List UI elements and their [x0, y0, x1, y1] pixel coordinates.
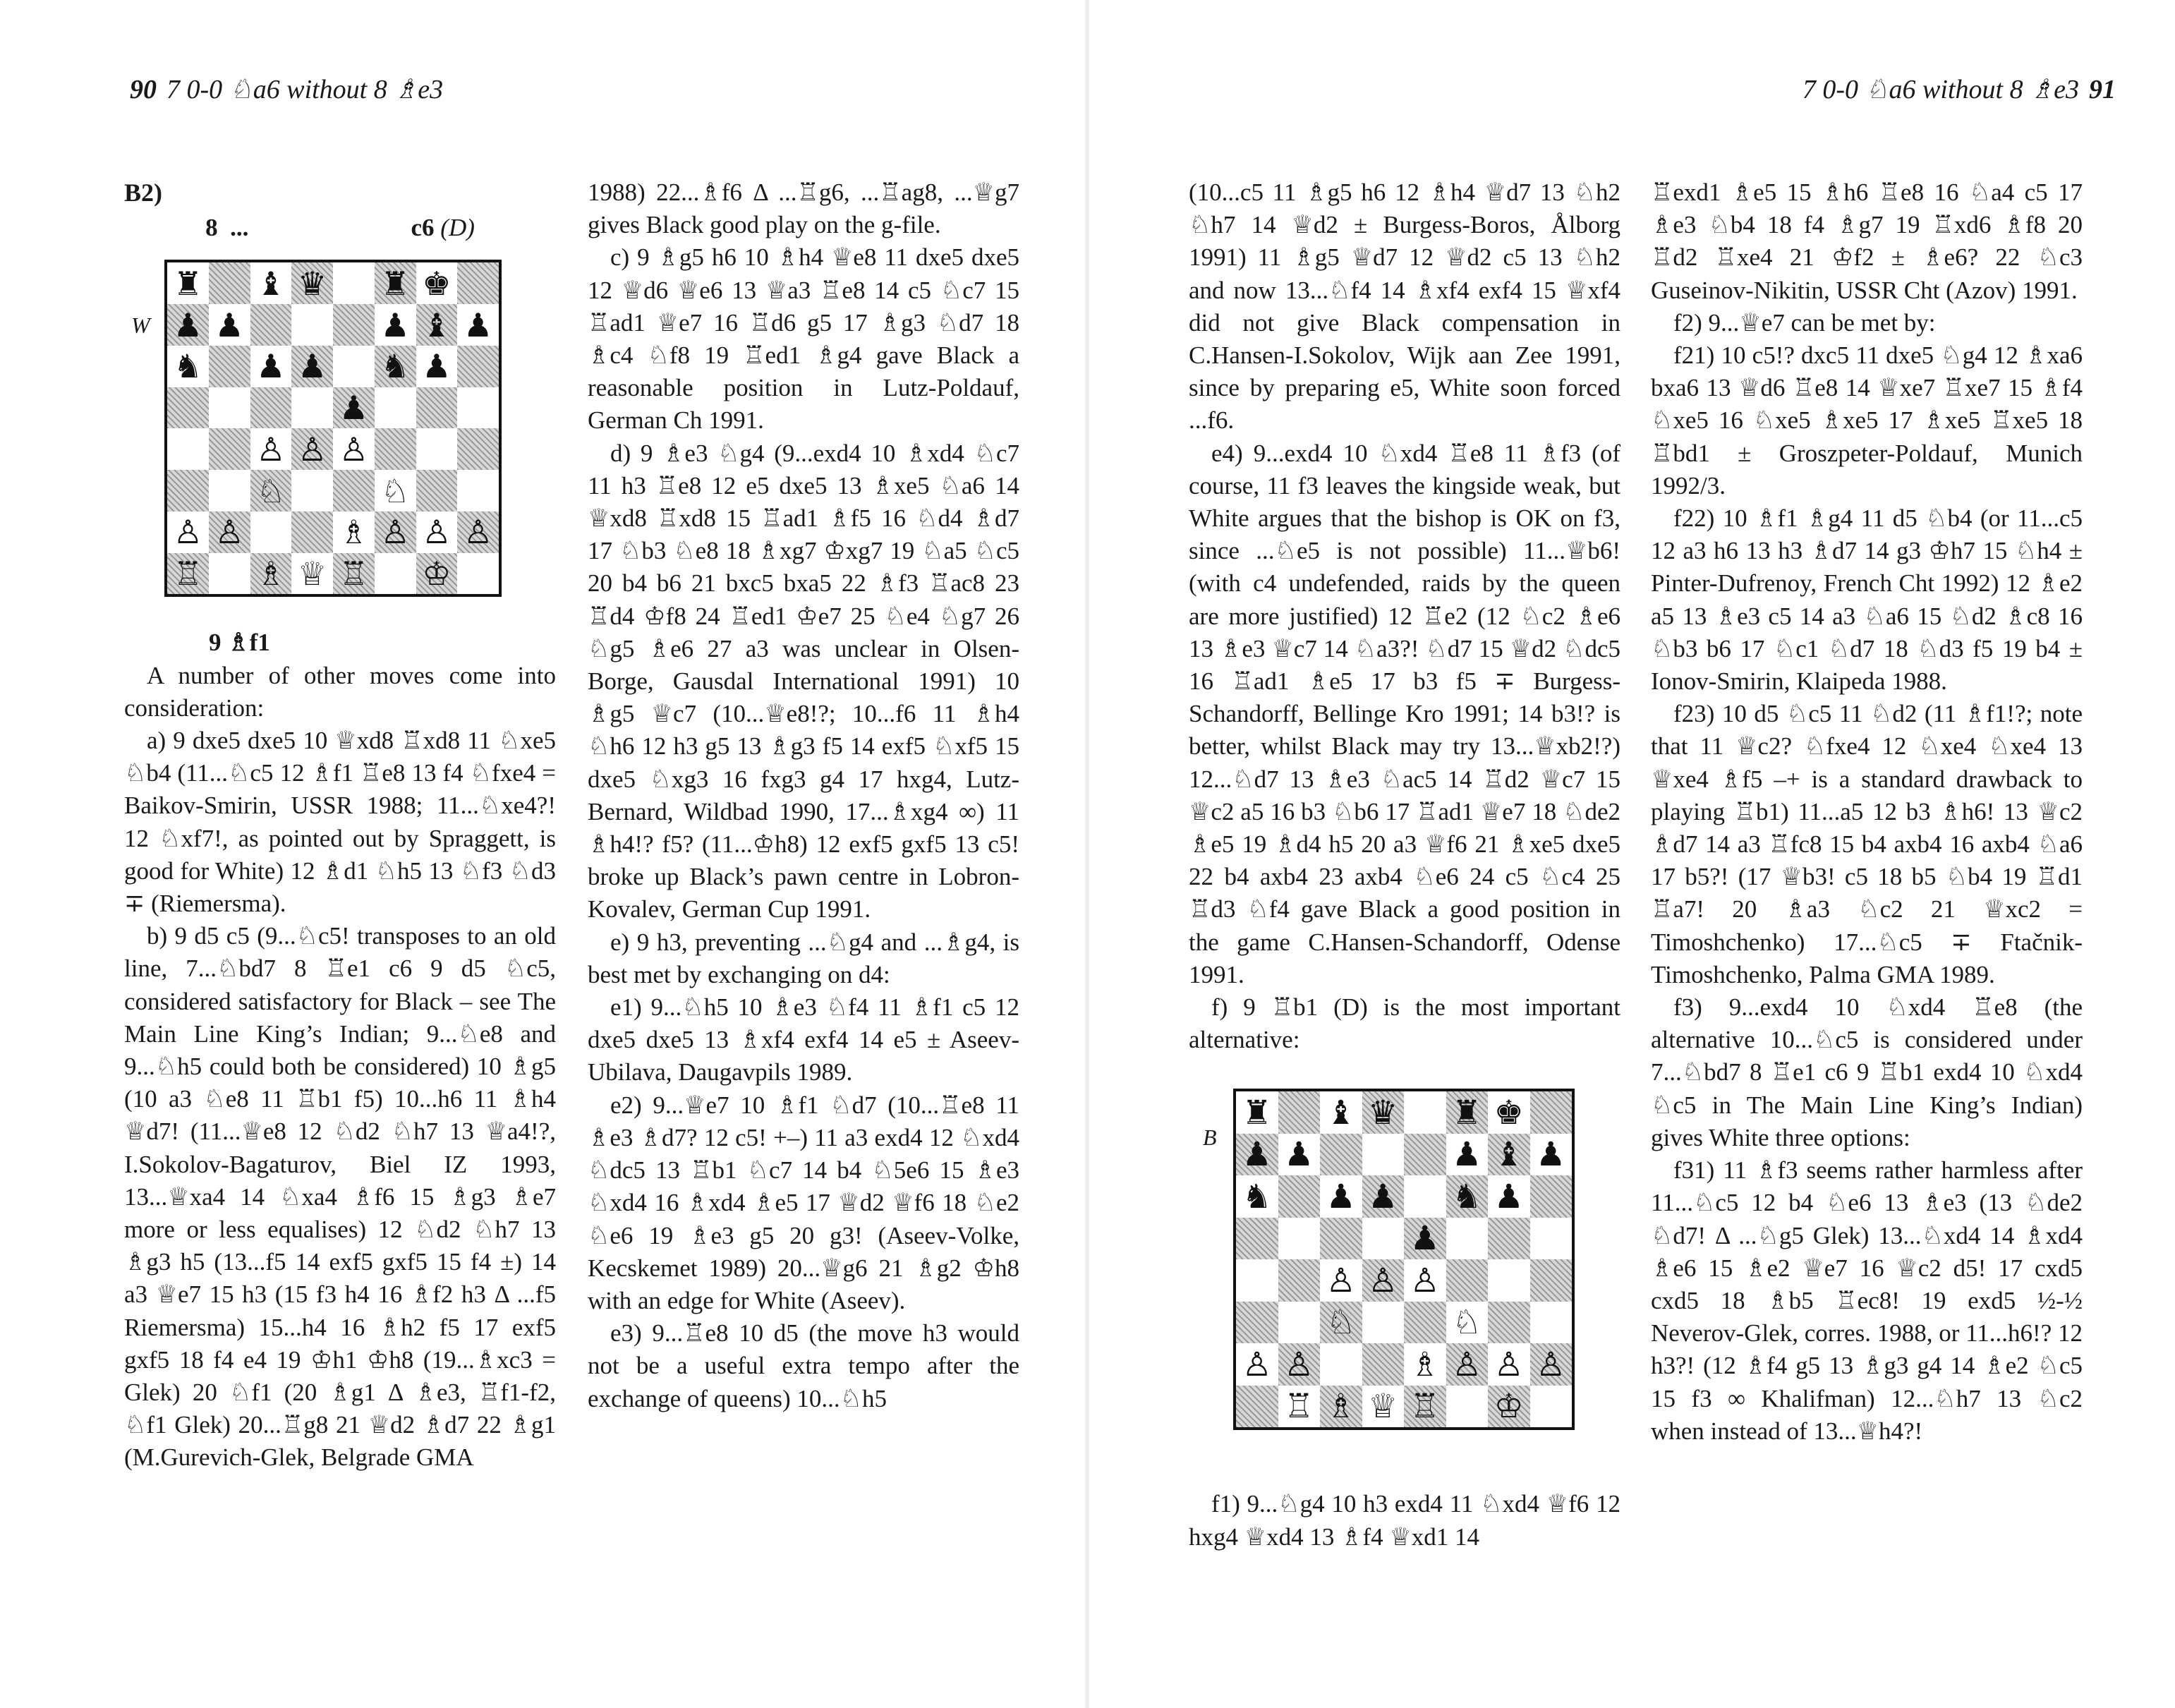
board-square: [1236, 1386, 1278, 1428]
chess-piece: ♟: [457, 304, 499, 346]
chess-piece: ♗: [1404, 1343, 1446, 1386]
paragraph: e2) 9...♕e7 10 ♗f1 ♘d7 (10...♖e8 11 ♗e3 ♗d7? 12 c5! +–) 11 a3 exd4 12 ♘xd4 ♘dc5 13 ♖b1 ♘c7 14 b4 ♘5e6 15 ♗e3 ♘xd4 16 ♗xd4 ♗e5 17 ♕d2 ♕f6 18 ♘e2 ♘e6 19 ♗e3 g5 20 g3! (Aseev-Volke, Kecskemet 1989) 20...♕g6 21 ♗g2 ♔h8 with an edge for White (Aseev).: [588, 1091, 1019, 1314]
diagram-2: [1189, 1072, 1620, 1467]
chess-piece: ♛: [291, 262, 333, 304]
chess-piece: ♖: [333, 553, 375, 595]
board-square: [457, 428, 499, 470]
paragraph: f3) 9...exd4 10 ♘xd4 ♖e8 (the alternative 10...♘c5 is considered under 7...♘bd7 8 ♖e1 c6 9 ♖b1 exd4 10 ♘xd4 ♘c5 in The Main Line King’s Indian) gives White three options:: [1651, 993, 2083, 1151]
chess-piece: ♟: [1530, 1134, 1573, 1176]
board-square: [209, 387, 250, 429]
chess-piece: ♟: [1362, 1175, 1405, 1218]
chess-piece: ♙: [1320, 1259, 1362, 1302]
paragraph: 1988) 22...♗f6 Δ ...♖g6, ...♖ag8, ...♕g7 gives Black good play on the g-file.: [588, 178, 1019, 239]
left-column-1: [124, 176, 556, 1474]
paragraph: e3) 9...♖e8 10 d5 (the move h3 would not be a useful extra tempo after the exchange of queens) 10...♘h5: [588, 1319, 1019, 1412]
chess-piece: ♙: [375, 511, 416, 553]
board-square: [1530, 1302, 1573, 1344]
chess-piece: ♞: [167, 346, 209, 387]
board-square: [1320, 1343, 1362, 1386]
chess-piece: ♟: [1404, 1218, 1446, 1260]
chess-piece: ♘: [250, 470, 292, 511]
chess-piece: ♜: [375, 262, 416, 304]
paragraph: (10...c5 11 ♗g5 h6 12 ♗h4 ♕d7 13 ♘h2 ♘h7 14 ♕d2 ± Burgess-Boros, Ålborg 1991) 11 ♗g5 ♕d7 12 ♕d2 c5 13 ♘h2 and now 13...♘f4 14 ♗xf4 exf4 15 ♕xf4 did not give Black compensation in C.Hansen-I.Sokolov, Wijk aan Zee 1991, since by preparing e5, White soon forced ...f6.: [1189, 178, 1620, 435]
paragraph: a) 9 dxe5 dxe5 10 ♕xd8 ♖xd8 11 ♘xe5 ♘b4 (11...♘c5 12 ♗f1 ♖e8 13 f4 ♘fxe4 = Baikov-Smirin, USSR 1988; 11...♘xe4?! 12 ♘xf7!, as pointed out by Spraggett, is good for White) 12 ♗d1 ♘h5 13 ♘f3 ♘d3 ∓ (Riemersma).: [124, 727, 556, 918]
right-chapter-title: 7 0-0 ♘a6 without 8 ♗e3: [1802, 75, 2079, 104]
chess-piece: ♝: [1320, 1091, 1362, 1134]
chess-piece: ♖: [1278, 1386, 1321, 1428]
chess-piece: ♘: [375, 470, 416, 511]
board-square: [333, 262, 375, 304]
board-square: [1530, 1386, 1573, 1428]
board-square: [1320, 1134, 1362, 1176]
chess-piece: ♚: [416, 262, 458, 304]
chess-board-1: [164, 260, 502, 597]
chess-piece: ♞: [375, 346, 416, 387]
board-square: [1278, 1302, 1321, 1344]
board-square: [1530, 1091, 1573, 1134]
diagram-2-side-to-move: B: [1203, 1125, 1217, 1151]
board-square: [1446, 1259, 1489, 1302]
chess-piece: ♙: [457, 511, 499, 553]
chess-piece: ♙: [1446, 1343, 1489, 1386]
board-square: [1404, 1091, 1446, 1134]
chess-piece: ♟: [1236, 1134, 1278, 1176]
board-square: [1278, 1175, 1321, 1218]
paragraph: e4) 9...exd4 10 ♘xd4 ♖e8 11 ♗f3 (of course, 11 f3 leaves the kingside weak, but White argues that the bishop is OK on f3, since ...♘e5 is not possible) 11...♕b6! (with c4 undefended, raids by the queen are more justified) 12 ♖e2 (12 ♘c2 ♗e6 13 ♗e3 ♕c7 14 ♘a3?! ♘d7 15 ♕d2 ♘dc5 16 ♖ad1 ♗e5 17 b3 f5 ∓ Burgess-Schandorff, Bellinge Kro 1991; 14 b3!? is better, whilst Black may try 13...♕xb2!?) 12...♘d7 13 ♗e3 ♘ac5 14 ♖d2 ♕c7 15 ♕c2 a5 16 b3 ♘b6 17 ♖ad1 ♕e7 18 ♘de2 ♗e5 19 ♗d4 h5 20 a3 ♕f6 21 ♗xe5 dxe5 22 b4 axb4 23 axb4 ♘e6 24 c5 ♘c4 25 ♖d3 ♘f4 gave Black a good position in the game C.Hansen-Schandorff, Odense 1991.: [1189, 439, 1620, 988]
right-column-2: [1651, 176, 2083, 1448]
board-square: [1488, 1302, 1530, 1344]
board-square: [1362, 1343, 1405, 1386]
board-square: [1362, 1218, 1405, 1260]
paragraph: f) 9 ♖b1 (D) is the most important alternative:: [1189, 993, 1620, 1054]
chess-piece: ♞: [1236, 1175, 1278, 1218]
column-3-text-bottom: [1189, 1488, 1620, 1553]
board-square: [1278, 1259, 1321, 1302]
diagram-1: [124, 260, 556, 605]
board-square: [416, 470, 458, 511]
board-square: [457, 346, 499, 387]
board-square: [250, 387, 292, 429]
chess-piece: ♗: [333, 511, 375, 553]
board-square: [209, 262, 250, 304]
board-square: [1278, 1091, 1321, 1134]
paragraph: f31) 11 ♗f3 seems rather harmless after 11...♘c5 12 b4 ♘e6 13 ♗e3 (13 ♘de2 ♘d7! Δ ...♘g5 Glek) 13...♘xd4 14 ♗xd4 ♗e6 15 ♗e2 ♕e7 16 ♕c2 d5! 17 cxd5 cxd5 18 ♗b5 ♖ec8! 19 exd5 ½-½ Neverov-Glek, corres. 1988, or 11...h6!? 12 h3?! (12 ♗f4 g5 13 ♗g3 g4 14 ♗e2 ♘c5 15 f3 ∞ Khalifman) 12...♘h7 13 ♘c2 when instead of 13...♕h4?!: [1651, 1156, 2083, 1445]
chess-piece: ♙: [250, 428, 292, 470]
chess-piece: ♜: [1236, 1091, 1278, 1134]
column-1-text: [124, 626, 556, 1474]
right-page: [1089, 0, 2175, 1708]
chess-piece: ♟: [209, 304, 250, 346]
chess-piece: ♙: [209, 511, 250, 553]
chess-piece: ♙: [333, 428, 375, 470]
board-square: [457, 553, 499, 595]
chess-piece: ♙: [1236, 1343, 1278, 1386]
chess-piece: ♔: [416, 553, 458, 595]
board-square: [209, 470, 250, 511]
chess-piece: ♙: [167, 511, 209, 553]
chess-piece: ♖: [1404, 1386, 1446, 1428]
right-running-head: [1803, 73, 2126, 105]
board-square: [375, 387, 416, 429]
chess-piece: ♝: [250, 262, 292, 304]
board-square: [1530, 1259, 1573, 1302]
chess-piece: ♛: [1362, 1091, 1405, 1134]
left-page: [0, 0, 1086, 1708]
board-square: [1488, 1218, 1530, 1260]
diagram-1-side-to-move: W: [131, 313, 150, 339]
board-square: [1236, 1259, 1278, 1302]
board-square: [167, 428, 209, 470]
chess-piece: ♜: [167, 262, 209, 304]
board-square: [291, 304, 333, 346]
chess-piece: ♗: [1320, 1386, 1362, 1428]
board-square: [250, 304, 292, 346]
board-square: [1236, 1302, 1278, 1344]
board-square: [1278, 1218, 1321, 1260]
board-square: [1362, 1302, 1405, 1344]
chess-piece: ♘: [1320, 1302, 1362, 1344]
board-square: [250, 511, 292, 553]
main-move-line: 8 ... c6 (D): [205, 214, 475, 242]
board-square: [1404, 1302, 1446, 1344]
chess-piece: ♙: [1362, 1259, 1405, 1302]
board-square: [291, 387, 333, 429]
board-square: [167, 470, 209, 511]
paragraph: f2) 9...♕e7 can be met by:: [1673, 308, 1936, 337]
chess-piece: ♟: [1446, 1134, 1489, 1176]
chess-piece: ♙: [291, 428, 333, 470]
paragraph: b) 9 d5 c5 (9...♘c5! transposes to an old line, 7...♘bd7 8 ♖e1 c6 9 d5 ♘c5, considered satisfactory for Black – see The Main Line King’s Indian; 9...♘e8 and 9...♘h5 could both be considered) 10 ♗g5 (10 a3 ♘e8 11 ♖b1 f5) 10...h6 11 ♗h4 ♕d7! (11...♕e8 12 ♘d2 ♘h7 13 ♕a4!?, I.Sokolov-Bagaturov, Biel IZ 1993, 13...♕xa4 14 ♘xa4 ♗f6 15 ♗g3 ♗e7 more or less equalises) 12 ♘d2 ♘h7 13 ♗g3 h5 (13...f5 14 exf5 gxf5 15 f4 ±) 14 a3 ♕e7 15 h3 (15 f3 h4 16 ♗f2 h3 Δ ...f5 Riemersma) 15...h4 16 ♗h2 f5 17 exf5 gxf5 18 f4 e4 19 ♔h1 ♔h8 (19...♗xc3 = Glek) 20 ♘f1 (20 ♗g1 Δ ♗e3, ♖f1-f2, ♘f1 Glek) 20...♖g8 21 ♕d2 ♗d7 22 ♗g1 (M.Gurevich-Glek, Belgrade GMA: [124, 922, 556, 1472]
paragraph: A number of other moves come into consideration:: [124, 661, 556, 722]
paragraph: f22) 10 ♗f1 ♗g4 11 d5 ♘b4 (or 11...c5 12 a3 h6 13 h3 ♗d7 14 g3 ♔h7 15 ♘h4 ± Pinter-Dufrenoy, French Cht 1992) 12 ♗e2 a5 13 ♗e3 c5 14 a3 ♘a6 15 ♘d2 ♗c8 16 ♘b3 b6 17 ♘c1 ♘d7 18 ♘d3 f5 19 b4 ± Ionov-Smirin, Klaipeda 1988.: [1651, 504, 2083, 696]
paragraph: e1) 9...♘h5 10 ♗e3 ♘f4 11 ♗f1 c5 12 dxe5 dxe5 13 ♗xf4 exf4 14 e5 ± Aseev-Ubilava, Daugavpils 1989.: [588, 993, 1019, 1086]
paragraph: f21) 10 c5!? dxc5 11 dxe5 ♘g4 12 ♗xa6 bxa6 13 ♕d6 ♖e8 14 ♕xe7 ♖xe7 15 ♗f4 ♘xe5 16 ♘xe5 ♗xe5 17 ♗xe5 ♖xe5 18 ♖bd1 ± Groszpeter-Poldauf, Munich 1992/3.: [1651, 341, 2083, 499]
chess-piece: ♕: [1362, 1386, 1405, 1428]
paragraph: 9 ♗f1: [209, 629, 270, 657]
board-square: [1446, 1386, 1489, 1428]
board-square: [1404, 1175, 1446, 1218]
chess-piece: ♖: [167, 553, 209, 595]
chess-piece: ♟: [1278, 1134, 1321, 1176]
chess-piece: ♟: [291, 346, 333, 387]
board-square: [1362, 1134, 1405, 1176]
chess-piece: ♟: [1320, 1175, 1362, 1218]
board-square: [1236, 1218, 1278, 1260]
board-square: [167, 387, 209, 429]
board-square: [416, 387, 458, 429]
left-page-number: 90: [130, 75, 157, 104]
board-square: [1320, 1218, 1362, 1260]
board-square: [333, 304, 375, 346]
section-heading: B2): [124, 178, 162, 207]
board-square: [1446, 1218, 1489, 1260]
board-square: [416, 428, 458, 470]
chess-piece: ♔: [1488, 1386, 1530, 1428]
board-square: [291, 511, 333, 553]
board-square: [457, 262, 499, 304]
chess-piece: ♕: [291, 553, 333, 595]
left-chapter-title: 7 0-0 ♘a6 without 8 ♗e3: [166, 75, 444, 104]
chess-piece: ♜: [1446, 1091, 1489, 1134]
left-running-head: [120, 73, 443, 105]
paragraph: f23) 10 d5 ♘c5 11 ♘d2 (11 ♗f1!?; note that 11 ♕c2? ♘fxe4 12 ♘xe4 ♘xe4 13 ♕xe4 ♗f5 –+ is a standard drawback to playing ♖b1) 11...a5 12 b3 ♗h6! 13 ♕c2 ♗d7 14 a3 ♖fc8 15 b4 axb4 16 axb4 ♘a6 17 b5?! (17 ♕b3! c5 18 b5 ♘b4 19 ♖d1 ♖a7! 20 ♗a3 ♘c2 21 ♕xc2 = Timoshchenko) 17...♘c5 ∓ Ftačnik-Timoshchenko, Palma GMA 1989.: [1651, 700, 2083, 988]
board-square: [291, 470, 333, 511]
chess-piece: ♝: [416, 304, 458, 346]
chess-piece: ♟: [167, 304, 209, 346]
board-square: [209, 553, 250, 595]
chess-piece: ♙: [416, 511, 458, 553]
chess-piece: ♝: [1488, 1134, 1530, 1176]
chess-piece: ♙: [1278, 1343, 1321, 1386]
chess-piece: ♟: [416, 346, 458, 387]
paragraph: c) 9 ♗g5 h6 10 ♗h4 ♕e8 11 dxe5 dxe5 12 ♕d6 ♕e6 13 ♕a3 ♖e8 14 c5 ♘c7 15 ♖ad1 ♕e7 16 ♖d6 g5 17 ♗g3 ♘d7 18 ♗c4 ♘f8 19 ♖ed1 ♗g4 gave Black a reasonable position in Lutz-Poldauf, German Ch 1991.: [588, 243, 1019, 435]
column-3-text-top: [1189, 176, 1620, 1056]
board-square: [375, 428, 416, 470]
board-square: [333, 470, 375, 511]
board-square: [375, 553, 416, 595]
chess-piece: ♟: [1488, 1175, 1530, 1218]
paragraph: d) 9 ♗e3 ♘g4 (9...exd4 10 ♗xd4 ♘c7 11 h3 ♖e8 12 e5 dxe5 13 ♗xe5 ♘a6 14 ♕xd8 ♖xd8 15 ♖ad1 ♗f5 16 ♘d4 ♗d7 17 ♘b3 ♘e8 18 ♗xg7 ♔xg7 19 ♘a5 ♘c5 20 b4 b6 21 bxc5 bxa5 22 ♗f3 ♖ac8 23 ♖d4 ♔f8 24 ♖ed1 ♔e7 25 ♘e4 ♘g7 26 ♘g5 ♗e6 27 a3 was unclear in Olsen-Borge, Gausdal International 1991) 10 ♗g5 ♕c7 (10...♕e8!?; 10...f6 11 ♗h4 ♘h6 12 h3 g5 13 ♗g3 f5 14 exf5 ♘xf5 15 dxe5 ♘xg3 16 fxg3 g4 17 hxg4, Lutz-Bernard, Wildbad 1990, 17...♗xg4 ∞) 11 ♗h4!? f5? (11...♔h8) 12 exf5 gxf5 13 c5! broke up Black’s pawn centre in Lobron-Kovalev, German Cup 1991.: [588, 439, 1019, 923]
right-column-1: [1189, 176, 1620, 1553]
board-square: [1530, 1218, 1573, 1260]
chess-piece: ♞: [1446, 1175, 1489, 1218]
chess-piece: ♟: [375, 304, 416, 346]
chess-piece: ♚: [1488, 1091, 1530, 1134]
paragraph: ♖exd1 ♗e5 15 ♗h6 ♖e8 16 ♘a4 c5 17 ♗e3 ♘b4 18 f4 ♗g7 19 ♖xd6 ♗f8 20 ♖d2 ♖xe4 21 ♔f2 ± ♗e6? 22 ♘c3 Guseinov-Nikitin, USSR Cht (Azov) 1991.: [1651, 178, 2083, 304]
board-square: [1530, 1175, 1573, 1218]
board-square: [457, 470, 499, 511]
left-column-2: [588, 176, 1019, 1415]
chess-piece: ♙: [1488, 1343, 1530, 1386]
chess-piece: ♙: [1404, 1259, 1446, 1302]
board-square: [1488, 1259, 1530, 1302]
chess-piece: ♗: [250, 553, 292, 595]
board-square: [209, 428, 250, 470]
paragraph: f1) 9...♘g4 10 h3 exd4 11 ♘xd4 ♕f6 12 hxg4 ♕xd4 13 ♗f4 ♕xd1 14: [1189, 1490, 1620, 1551]
chess-piece: ♟: [250, 346, 292, 387]
paragraph: e) 9 h3, preventing ...♘g4 and ...♗g4, is best met by exchanging on d4:: [588, 928, 1019, 988]
board-square: [209, 346, 250, 387]
board-square: [1404, 1134, 1446, 1176]
chess-piece: ♘: [1446, 1302, 1489, 1344]
board-square: [457, 387, 499, 429]
chess-piece: ♟: [333, 387, 375, 429]
chess-board-2: [1233, 1089, 1575, 1430]
right-page-number: 91: [2089, 75, 2116, 104]
board-square: [333, 346, 375, 387]
chess-piece: ♙: [1530, 1343, 1573, 1386]
